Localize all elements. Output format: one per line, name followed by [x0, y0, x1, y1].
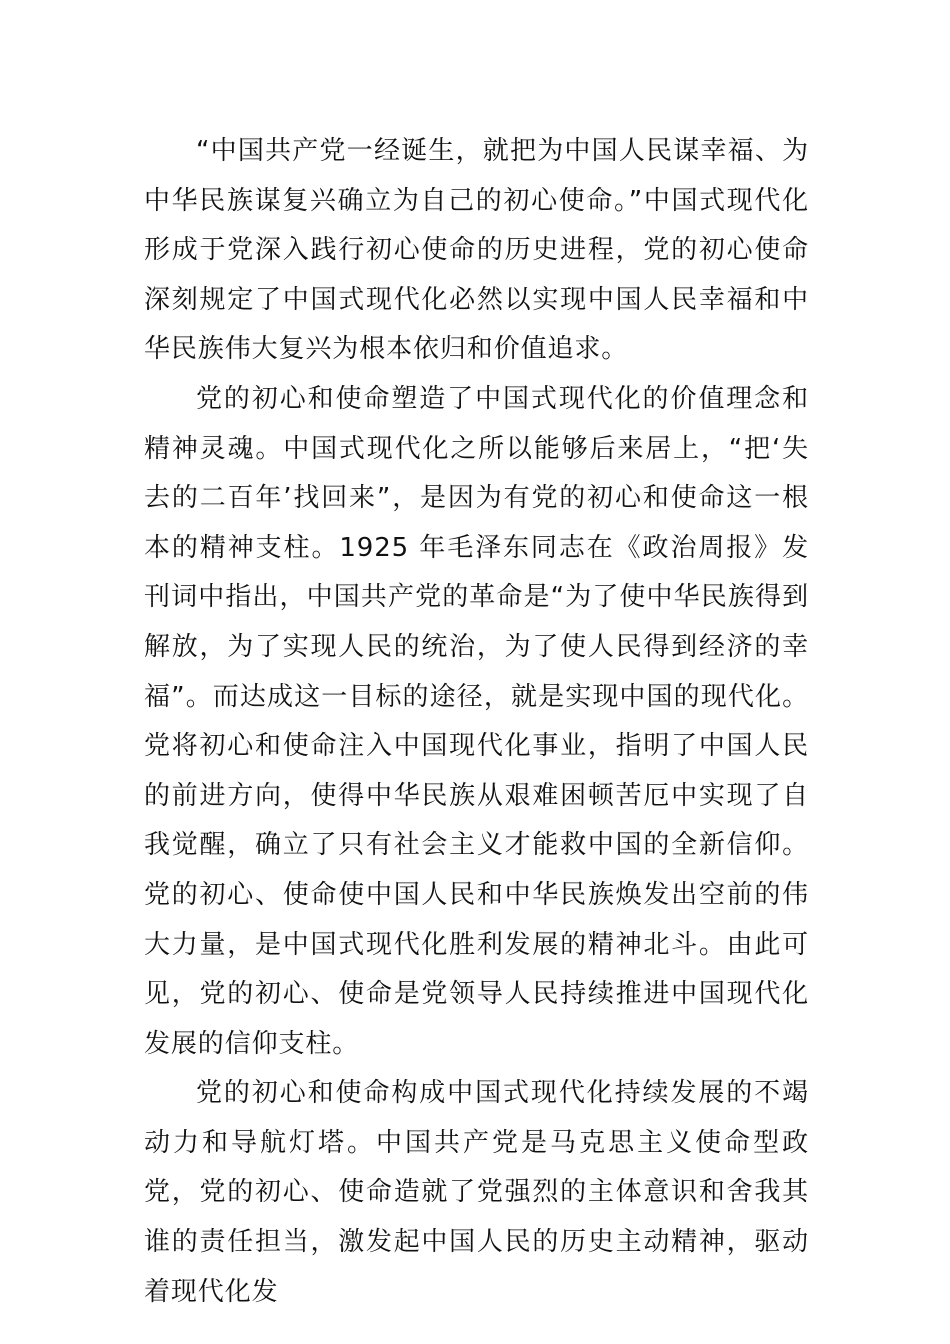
paragraph-1: “中国共产党一经诞生，就把为中国人民谋幸福、为中华民族谋复兴确立为自己的初心使命。”中国式现代化形成于党深入践行初心使命的历史进程，党的初心使命深刻规定了中国式现代化必然以实现中国人民幸福和中华民族伟大复兴为根本依归和价值追求。 — [144, 136, 809, 365]
document-body — [144, 127, 809, 1317]
paragraph-3: 党的初心和使命构成中国式现代化持续发展的不竭动力和导航灯塔。中国共产党是马克思主义使命型政党，党的初心、使命造就了党强烈的主体意识和舍我其谁的责任担当，激发起中国人民的历史主动精神，驱动着现代化发 — [144, 1078, 809, 1307]
paragraph-2: 党的初心和使命塑造了中国式现代化的价值理念和精神灵魂。中国式现代化之所以能够后来居上，“把‘失去的二百年’找回来”，是因为有党的初心和使命这一根本的精神支柱。1925 年毛泽东同志在《政治周报》发刊词中指出，中国共产党的革命是“为了使中华民族得到解放，为了实现人民的统治，为了使人民得到经济的幸福”。而达成这一目标的途径，就是实现中国的现代化。党将初心和使命注入中国现代化事业，指明了中国人民的前进方向，使得中华民族从艰难困顿苦厄中实现了自我觉醒，确立了只有社会主义才能救中国的全新信仰。党的初心、使命使中国人民和中华民族焕发出空前的伟大力量，是中国式现代化胜利发展的精神北斗。由此可见，党的初心、使命是党领导人民持续推进中国现代化发展的信仰支柱。 — [144, 383, 809, 1059]
